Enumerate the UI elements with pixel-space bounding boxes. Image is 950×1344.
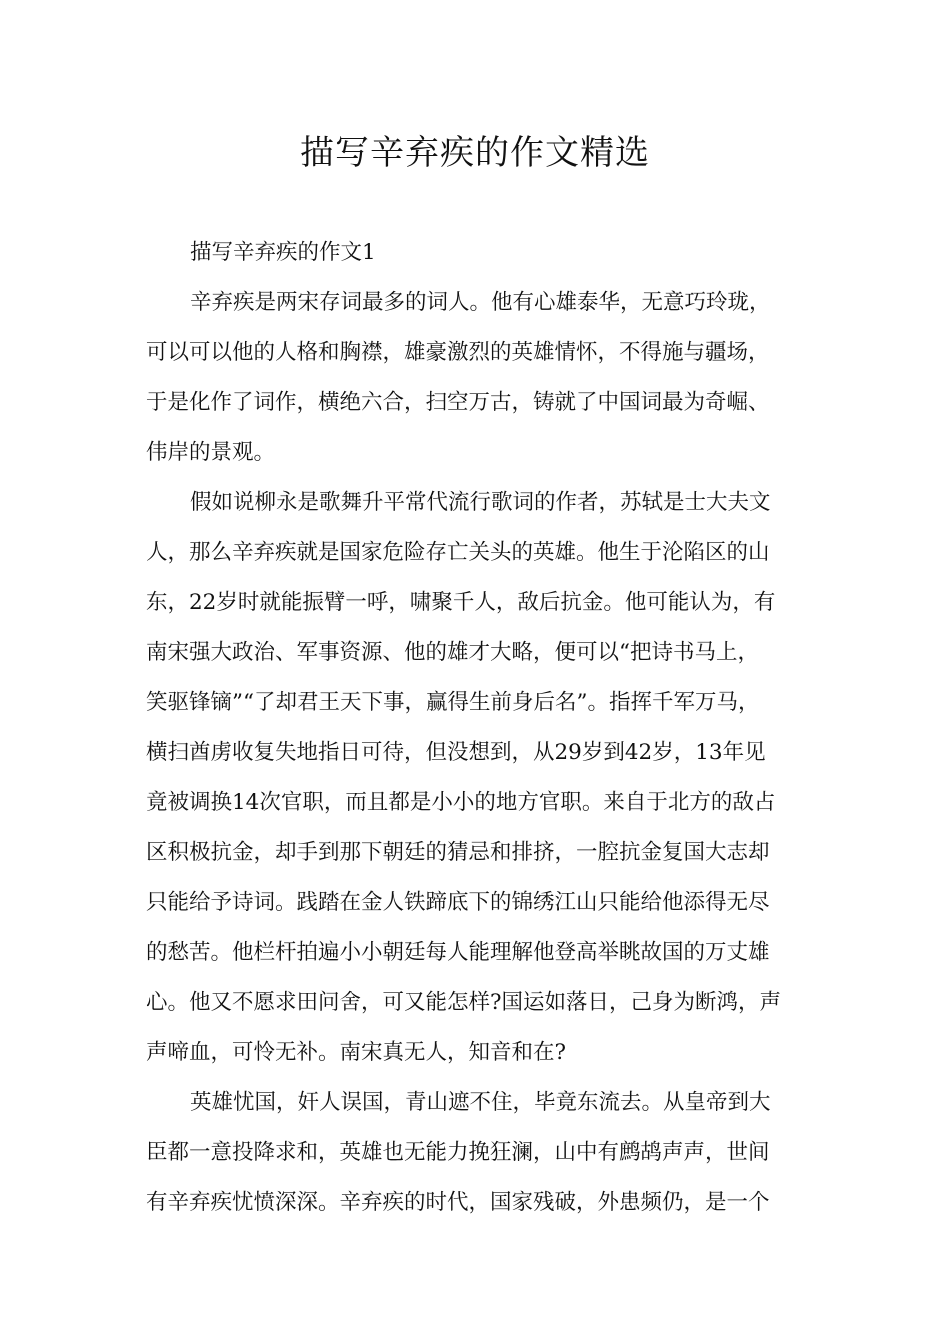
paragraph-3-line-2: 臣都一意投降求和，英雄也无能力挽狂澜，山中有鹧鸪声声，世间 xyxy=(146,1140,770,1165)
paragraph-2-line-7: 竟被调换14次官职，而且都是小小的地方官职。来自于北方的敌占 xyxy=(146,790,776,815)
paragraph-2-line-9: 只能给予诗词。践踏在金人铁蹄底下的锦绣江山只能给他添得无尽 xyxy=(146,890,770,915)
paragraph-2-line-4: 南宋强大政治、军事资源、他的雄才大略，便可以“把诗书马上， xyxy=(146,640,759,665)
paragraph-2-line-12: 声啼血，可怜无补。南宋真无人，知音和在? xyxy=(146,1040,567,1065)
paragraph-3-line-3: 有辛弃疾忧愤深深。辛弃疾的时代，国家残破，外患频仍，是一个 xyxy=(146,1190,770,1215)
paragraph-1-line-2: 可以可以他的人格和胸襟，雄豪激烈的英雄情怀，不得施与疆场， xyxy=(146,340,770,365)
paragraph-2-line-3: 东，22岁时就能振臂一呼，啸聚千人，敌后抗金。他可能认为，有 xyxy=(146,590,776,615)
paragraph-2-line-6: 横扫酋虏收复失地指日可待，但没想到，从29岁到42岁，13年见 xyxy=(146,740,766,765)
paragraph-2-line-5: 笑驱锋镝”“了却君王天下事，赢得生前身后名”。指挥千军万马， xyxy=(146,690,760,715)
paragraph-2-line-8: 区积极抗金，却手到那下朝廷的猜忌和排挤，一腔抗金复国大志却 xyxy=(146,840,770,865)
paragraph-1-line-1: 辛弃疾是两宋存词最多的词人。他有心雄泰华，无意巧玲珑， xyxy=(190,290,771,315)
document-title: 描写辛弃疾的作文精选 xyxy=(300,133,650,173)
paragraph-3-line-1: 英雄忧国，奸人误国，青山遮不住，毕竟东流去。从皇帝到大 xyxy=(190,1090,771,1115)
paragraph-2-line-2: 人，那么辛弃疾就是国家危险存亡关头的英雄。他生于沦陷区的山 xyxy=(146,540,770,565)
paragraph-1-line-4: 伟岸的景观。 xyxy=(146,440,276,465)
section-heading: 描写辛弃疾的作文1 xyxy=(190,240,376,265)
paragraph-2-line-11: 心。他又不愿求田问舍，可又能怎样?国运如落日，己身为断鸿，声 xyxy=(146,990,782,1015)
paragraph-2-line-10: 的愁苦。他栏杆拍遍小小朝廷每人能理解他登高举眺故国的万丈雄 xyxy=(146,940,770,965)
paragraph-2-line-1: 假如说柳永是歌舞升平常代流行歌词的作者，苏轼是士大夫文 xyxy=(190,490,771,515)
paragraph-1-line-3: 于是化作了词作，横绝六合，扫空万古，铸就了中国词最为奇崛、 xyxy=(146,390,770,415)
